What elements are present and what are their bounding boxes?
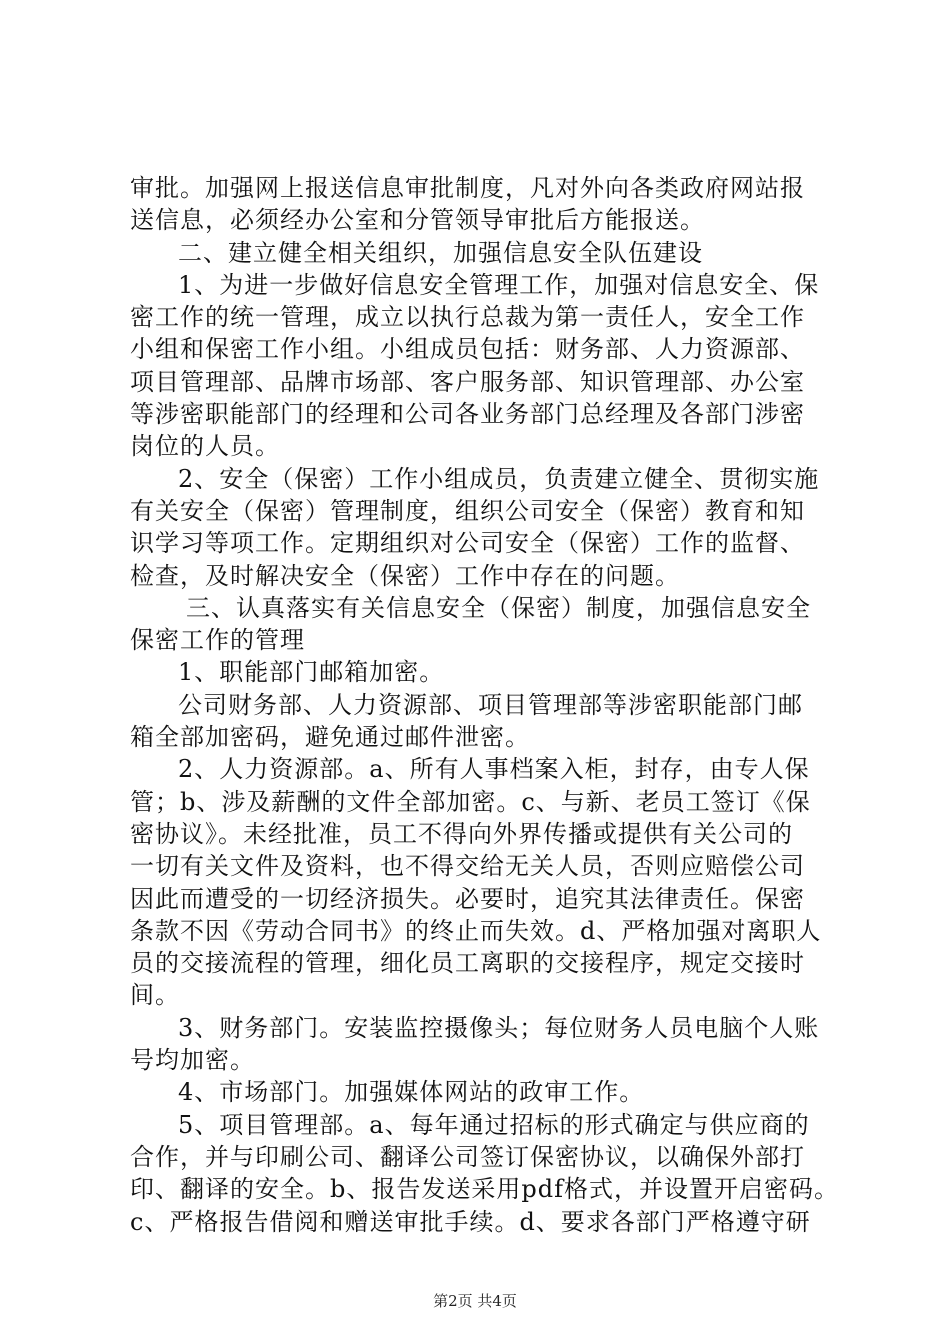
- text-line: 合作，并与印刷公司、翻译公司签订保密协议，以确保外部打: [130, 1142, 805, 1171]
- document-body: [130, 172, 839, 1238]
- text-line: 箱全部加密码，避免通过邮件泄密。: [130, 723, 530, 752]
- text-line: 1、职能部门邮箱加密。: [178, 658, 445, 687]
- text-line: 3、财务部门。安装监控摄像头；每位财务人员电脑个人账: [178, 1013, 820, 1042]
- text-line: 因此而遭受的一切经济损失。必要时，追究其法律责任。保密: [130, 884, 805, 913]
- text-line: 密协议》。未经批准，员工不得向外界传播或提供有关公司的: [130, 819, 793, 848]
- text-line: 一切有关文件及资料，也不得交给无关人员，否则应赔偿公司: [130, 852, 805, 881]
- text-line: 2、安全（保密）工作小组成员，负责建立健全、贯彻实施: [178, 464, 820, 493]
- text-line: 公司财务部、人力资源部、项目管理部等涉密职能部门邮: [178, 690, 803, 719]
- text-line: c、严格报告借阅和赠送审批手续。d、要求各部门严格遵守研: [130, 1207, 811, 1236]
- text-line: 审批。加强网上报送信息审批制度，凡对外向各类政府网站报: [130, 174, 805, 202]
- text-line: 保密工作的管理: [130, 626, 305, 655]
- text-line: 管；b、涉及薪酬的文件全部加密。c、与新、老员工签订《保: [130, 787, 811, 816]
- text-line: 5、项目管理部。a、每年通过招标的形式确定与供应商的: [178, 1110, 810, 1139]
- text-line: 识学习等项工作。定期组织对公司安全（保密）工作的监督、: [130, 529, 805, 558]
- text-line: 二、建立健全相关组织，加强信息安全队伍建设: [178, 238, 703, 267]
- text-line: 1、为进一步做好信息安全管理工作，加强对信息安全、保: [178, 270, 820, 299]
- text-line: 岗位的人员。: [130, 432, 280, 461]
- text-line: 2、人力资源部。a、所有人事档案入柜，封存，由专人保: [178, 755, 810, 784]
- text-line: 等涉密职能部门的经理和公司各业务部门总经理及各部门涉密: [130, 400, 805, 429]
- text-line: 密工作的统一管理，成立以执行总裁为第一责任人，安全工作: [130, 303, 805, 332]
- text-line: 检查，及时解决安全（保密）工作中存在的问题。: [130, 561, 680, 590]
- text-line: 送信息，必须经办公室和分管领导审批后方能报送。: [130, 206, 705, 235]
- text-line: 项目管理部、品牌市场部、客户服务部、知识管理部、办公室: [130, 367, 805, 396]
- text-line: 号均加密。: [130, 1046, 255, 1075]
- text-line: 员的交接流程的管理，细化员工离职的交接程序，规定交接时: [130, 949, 805, 978]
- text-line: 三、认真落实有关信息安全（保密）制度，加强信息安全: [186, 593, 811, 622]
- text-line: 小组和保密工作小组。小组成员包括：财务部、人力资源部、: [130, 335, 805, 364]
- text-line: 条款不因《劳动合同书》的终止而失效。d、严格加强对离职人: [130, 916, 822, 945]
- text-line: 印、翻译的安全。b、报告发送采用pdf格式，并设置开启密码。: [130, 1175, 839, 1204]
- text-line: 有关安全（保密）管理制度，组织公司安全（保密）教育和知: [130, 496, 805, 525]
- page-footer: 第2页 共4页: [433, 1292, 517, 1310]
- text-line: 间。: [130, 981, 180, 1010]
- text-line: 4、市场部门。加强媒体网站的政审工作。: [178, 1078, 645, 1107]
